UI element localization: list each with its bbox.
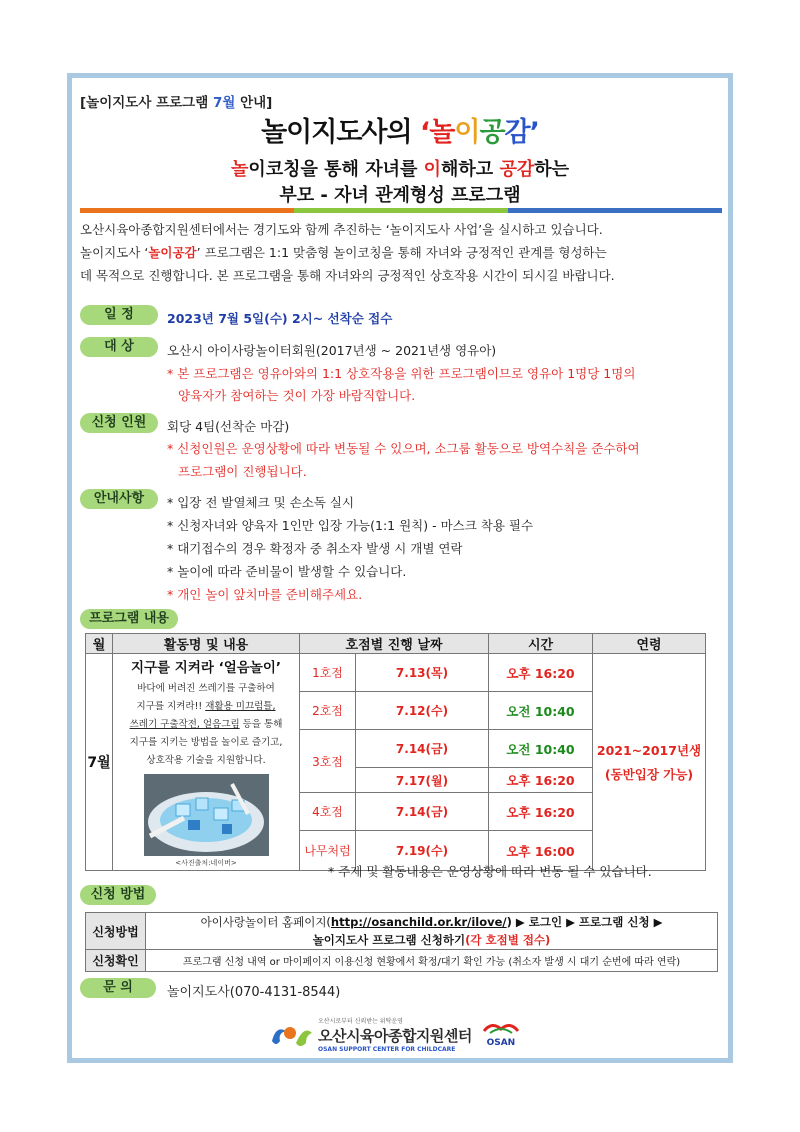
ice-play-photo <box>144 774 269 856</box>
age-note: (동반입장 가능) <box>604 767 694 782</box>
capacity-value: 회당 4팀(선착순 마감) <box>167 419 290 434</box>
schedule-value: 2023년 7월 5일(수) 2시~ 선착순 접수 <box>167 311 393 326</box>
time-cell: 오전 10:40 <box>489 692 593 730</box>
intro-line-1: 오산시육아종합지원센터에서는 경기도와 함께 추진하는 ‘놀이지도사 사업’을 실시하고 있습니다. <box>80 222 603 237</box>
capacity-label: 신청 인원 <box>80 413 158 433</box>
homepage-link[interactable]: http://osanchild.or.kr/ilove/ <box>330 915 507 929</box>
time-cell: 오후 16:20 <box>489 793 593 831</box>
age-cell <box>593 654 706 871</box>
date-cell: 7.13(목) <box>356 654 489 692</box>
subtitle-1 <box>0 155 800 181</box>
method-label: 신청 방법 <box>80 885 156 905</box>
tag-suffix: 안내] <box>235 95 273 111</box>
capacity-note-1: * 신청인원은 운영상황에 따라 변동될 수 있으며, 소그룹 활동으로 방역수칙을 준수하여 <box>167 441 640 456</box>
center-logo <box>268 1016 520 1053</box>
month-cell: 7월 <box>86 654 113 871</box>
center-logo-icon <box>268 1021 314 1049</box>
divider-orange <box>80 208 294 213</box>
activity-desc-2 <box>117 698 295 716</box>
time-cell: 오후 16:20 <box>489 768 593 793</box>
page-title <box>0 110 800 149</box>
date-cell: 7.17(월) <box>356 768 489 793</box>
branch-cell: 3호점 <box>300 730 356 793</box>
check-row-content: 프로그램 신청 내역 or 마이페이지 이용신청 현황에서 확정/대기 확인 가능 (취소자 발생 시 대기 순번에 따라 연락) <box>146 950 718 972</box>
activity-description <box>117 680 295 770</box>
sub1-part-4: 해하고 <box>441 159 500 180</box>
title-char-2: 이 <box>454 117 480 148</box>
program-table <box>85 633 706 871</box>
target-note-2: 양육자가 참여하는 것이 가장 바람직합니다. <box>178 388 416 403</box>
method-line-1a: 아이사랑놀이터 홈페이지( <box>200 915 331 929</box>
photo-credit: <사진출처:네이버> <box>175 859 237 867</box>
th-time: 시간 <box>489 634 593 654</box>
intro-line-3: 데 목적으로 진행합니다. 본 프로그램을 통해 자녀와의 긍정적인 상호작용 시간이 되시길 바랍니다. <box>80 268 615 283</box>
activity-desc-3a: 쓰레기 구출작전, 얼음그림 <box>129 719 240 730</box>
branch-cell: 나무처럼 <box>300 831 356 871</box>
subtitle-2: 부모 - 자녀 관계형성 프로그램 <box>279 185 521 206</box>
date-cell: 7.14(금) <box>356 793 489 831</box>
date-cell: 7.19(수) <box>356 831 489 871</box>
age-range: 2021~2017년생 <box>596 743 702 758</box>
title-char-1: 놀 <box>429 117 455 148</box>
activity-desc-5: 상호작용 기술을 지원합니다. <box>146 755 266 766</box>
schedule-label: 일 정 <box>80 305 158 325</box>
activity-desc-2a: 지구를 지켜라!! <box>136 701 206 712</box>
method-line-2b: (각 호점별 접수) <box>465 933 551 947</box>
branch-cell: 2호점 <box>300 692 356 730</box>
color-divider <box>80 208 722 213</box>
logo-slogan: 오산시로부터 신뢰받는 위탁운영 <box>318 1018 403 1025</box>
date-cell: 7.12(수) <box>356 692 489 730</box>
title-prefix: 놀이지도사의 <box>261 117 420 148</box>
sub1-part-5: 공감 <box>499 159 535 180</box>
time-cell: 오후 16:00 <box>489 831 593 871</box>
intro-line-2 <box>80 247 725 260</box>
method-line-1b: ) ▶ 로그인 ▶ 프로그램 신청 ▶ <box>506 915 663 929</box>
target-label: 대 상 <box>80 337 158 357</box>
table-footnote: * 주제 및 활동내용은 운영상황에 따라 변동 될 수 있습니다. <box>328 864 652 879</box>
title-quote-close: ’ <box>529 117 539 148</box>
divider-blue <box>508 208 722 213</box>
activity-desc-3b: 등을 통해 <box>239 719 283 730</box>
tag-month: 7월 <box>212 95 236 111</box>
method-row-label: 신청방법 <box>86 913 146 950</box>
activity-title: 지구를 지켜라 ‘얼음놀이’ <box>130 660 282 676</box>
method-line-2a: 놀이지도사 프로그램 신청하기 <box>312 933 466 947</box>
activity-desc-2b: 재활용 미끄럼틀, <box>205 701 276 712</box>
guide-item-3: * 대기접수의 경우 확정자 중 취소자 발생 시 개별 연락 <box>167 541 463 556</box>
notice-tag <box>80 91 272 111</box>
logo-name: 오산시육아종합지원센터 <box>318 1027 472 1045</box>
th-age: 연령 <box>593 634 706 654</box>
capacity-note-2: 프로그램이 진행됩니다. <box>178 464 307 479</box>
contact-label: 문 의 <box>80 978 156 998</box>
sub1-part-3: 이 <box>423 159 442 180</box>
intro-line-2c: ’ 프로그램은 1:1 맞춤형 놀이코칭을 통해 자녀와 긍정적인 관계를 형성하는 <box>196 245 607 260</box>
sub1-part-2: 이코칭을 통해 자녀를 <box>248 159 424 180</box>
th-month: 월 <box>86 634 113 654</box>
target-value: 오산시 아이사랑놀이터회원(2017년생 ~ 2021년생 영유아) <box>167 343 497 358</box>
osan-city-logo <box>482 1021 520 1048</box>
guide-item-2: * 신청자녀와 양육자 1인만 입장 가능(1:1 원칙) - 마스크 착용 필수 <box>167 518 534 533</box>
logo-eng: OSAN SUPPORT CENTER FOR CHILDCARE <box>318 1046 456 1053</box>
program-label: 프로그램 내용 <box>80 609 178 629</box>
method-line-1 <box>146 913 717 931</box>
sub1-part-6: 하는 <box>534 159 570 180</box>
date-cell: 7.14(금) <box>356 730 489 768</box>
th-date: 호점별 진행 날짜 <box>300 634 489 654</box>
branch-cell: 1호점 <box>300 654 356 692</box>
guide-item-4: * 놀이에 따라 준비물이 발생할 수 있습니다. <box>167 564 407 579</box>
branch-cell: 4호점 <box>300 793 356 831</box>
check-row-label: 신청확인 <box>86 950 146 972</box>
divider-green <box>294 208 508 213</box>
time-cell: 오전 10:40 <box>489 730 593 768</box>
target-note-1: * 본 프로그램은 영유아와의 1:1 상호작용을 위한 프로그램이므로 영유아 1명당 1명의 <box>167 366 636 381</box>
osan-city-name: OSAN <box>486 1038 516 1048</box>
method-table <box>85 912 718 972</box>
table-row <box>86 654 706 692</box>
activity-desc-1: 바다에 버려진 쓰레기를 구출하여 <box>137 683 275 694</box>
time-cell: 오후 16:20 <box>489 654 593 692</box>
method-line-2 <box>146 931 717 949</box>
osan-city-icon <box>482 1021 520 1035</box>
method-row-apply <box>86 913 718 950</box>
activity-desc-4: 지구를 지키는 방법을 놀이로 즐기고, <box>129 737 283 748</box>
intro-highlight: 놀이공감 <box>148 245 197 260</box>
method-row-content <box>146 913 718 950</box>
title-char-3: 공 <box>479 117 505 148</box>
title-char-4: 감 <box>504 117 530 148</box>
program-table-header <box>86 634 706 654</box>
title-quote-open: ‘ <box>420 117 430 148</box>
intro-line-2a: 놀이지도사 ‘ <box>80 245 149 260</box>
tag-prefix: [놀이지도사 프로그램 <box>80 95 213 111</box>
activity-cell <box>113 654 300 871</box>
guide-item-red: * 개인 놀이 앞치마를 준비해주세요. <box>167 587 363 602</box>
guide-label: 안내사항 <box>80 489 158 509</box>
guide-item-1: * 입장 전 발열체크 및 손소독 실시 <box>167 495 355 510</box>
method-row-check <box>86 950 718 972</box>
sub1-part-1: 놀 <box>230 159 249 180</box>
contact-value: 놀이지도사(070-4131-8544) <box>167 985 341 1000</box>
activity-desc-3 <box>117 716 295 734</box>
th-activity: 활동명 및 내용 <box>113 634 300 654</box>
center-logo-text <box>318 1016 472 1053</box>
